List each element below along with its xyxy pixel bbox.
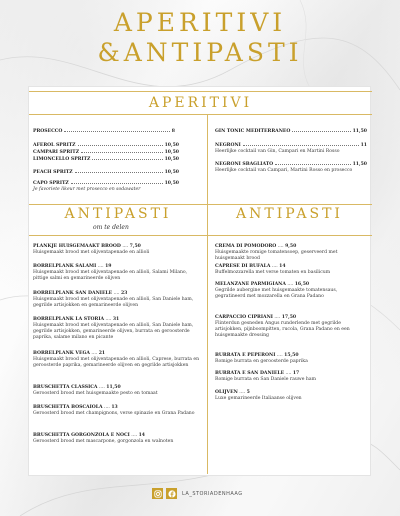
menu-item: PROSECCO 8 (33, 129, 175, 134)
menu-panel (28, 86, 371, 476)
page-title-line1: APERITIVI (113, 8, 287, 37)
menu-item: AFEROL SPRITZ 10,50 (33, 143, 179, 148)
column-divider (207, 114, 208, 474)
antipasti-heading-right: ANTIPASTI (236, 206, 343, 222)
menu-item: PLANKJE HUISGEMAAKT BROOD .... 7,50 Huisgemaakt brood met olijventapenade en allioli (33, 244, 150, 255)
menu-item: BRUSCHETTA GORGONZOLA E NOCI .... 14 Geroosterd brood met mascarpone, gorgonzola en walnoten (33, 433, 174, 444)
menu-item: GIN TONIC MEDITERRANEO 11,50 (215, 129, 367, 134)
menu-item: LIMONCELLO SPRITZ 10,50 (33, 157, 179, 162)
antipasti-heading-left: ANTIPASTI (64, 206, 172, 222)
page-title-line2: &ANTIPASTI (97, 38, 303, 67)
menu-item: PEACH SPRITZ 10,50 (33, 170, 179, 175)
facebook-icon[interactable] (166, 488, 177, 499)
divider-antipasti-top (29, 204, 372, 205)
menu-item: BORRELPLANK SALAMI .... 19 Huisgemaakt brood met olijventapenade en allioli, Salami Milano, pittige salmi en gemarineerde olijven (33, 264, 188, 281)
social-handle[interactable]: LA_STORIADENHAAG (182, 490, 243, 497)
divider-antipasti (29, 235, 372, 236)
menu-item: MELANZANE PARMIGIANA .... 16,50 Gegrilde aubergine met huisgemaakte tomatensaus, gegratineerd met mozzarella en Grana Padano (215, 282, 338, 299)
menu-item: CAPO SPRITZ 10,50 Je favoriete likeur met prosecco en sodawater (33, 181, 179, 192)
instagram-icon[interactable] (152, 488, 163, 499)
menu-item: OLIJVEN .... 5 Luxe gemarineerde Italiaanse olijven (215, 390, 302, 401)
menu-item: CAMPARI SPRITZ 10,50 (33, 150, 179, 155)
divider-top (29, 91, 372, 92)
divider-aperitivi (29, 114, 372, 115)
social-footer (152, 488, 243, 499)
menu-item: NEGRONI SBAGLIATO 11,50 Heerlijke cocktail van Campari, Martini Rosso en prosecco (215, 162, 367, 173)
menu-item: BRUSCHETTA BOSCAIOLA .... 13 Geroosterd brood met champignons, verse spinazie en Grana Padano (33, 405, 195, 416)
menu-item: BORRELPLANK LA STORIA .... 31 Huisgemaakt brood met olijventapenade en allioli, San Daniele ham, gegrilde artisjokken, gemarineerde olijven, burrata en geroosterde paprika, salame milano en picante (33, 317, 194, 340)
menu-item: NEGRONI 11 Heerlijke cocktail van Gin, Campari en Martini Rosso (215, 143, 367, 154)
menu-item: BURRATA E PEPERONI .... 15,50 Romige burrata en geroosterde paprika (215, 353, 308, 364)
menu-item: BURRATA E SAN DANIELE .... 17 Romige burrata en San Daniele rauwe ham (215, 371, 316, 382)
aperitivi-heading: APERITIVI (148, 95, 253, 111)
menu-item: BORRELPLANK VEGA .... 21 Huisgemaakt brood met olijventapenade en allioli, Caprese, burrata en geroosterde paprika, gemarineerde olijven en gegrilde artisjokken (33, 351, 200, 368)
menu-item: BORRELPLANK SAN DANIELE .... 23 Huisgemaakt brood met olijventapenade en allioli, San Daniele ham, gegrilde artisjokken en gemarineerde olijven (33, 291, 194, 308)
menu-item: CARPACCIO CIPRIANI .... 17,50 Flinterdun gesneden Angus runderlende met gegrilde artisjokken, pijnboompitten, rucola, Grana Padano en een huisgemaakte dressing (215, 315, 350, 338)
menu-item: BRUSCHETTA CLASSICA .... 11,50 Geroosterd brood met huisgemaakte pesto en tomaat (33, 385, 158, 396)
menu-item: CREMA DI POMODORO .... 9,50 Huisgemaakte romige tomatensoep, geserveerd met huisgemaakt brood (215, 244, 338, 261)
menu-item: CAPRESE DI BUFALA .... 14 Buffelmozzarella met verse tomaten en basilicum (215, 264, 331, 275)
antipasti-subtitle: om te delen (93, 224, 129, 231)
